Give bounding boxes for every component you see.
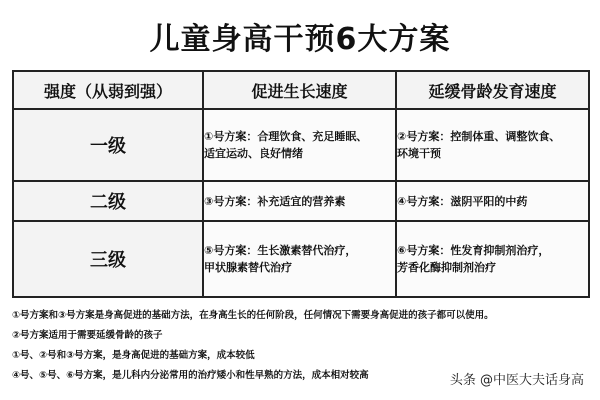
plan-line: ①号方案：合理饮食、充足睡眠、	[204, 130, 368, 143]
plan-line: 环境干预	[397, 147, 441, 160]
note-line: ④号、⑤号、⑥号方案，是儿科内分泌常用的治疗矮小和性早熟的方法，成本相对较高	[12, 370, 369, 381]
growth-plan-cell	[203, 109, 396, 181]
note-line: ①号、②号和③号方案，是身高促进的基础方案，成本较低	[12, 350, 255, 361]
level-cell: 三级	[13, 221, 203, 297]
plan-line: ③号方案：补充适宜的营养素	[204, 194, 346, 208]
table-header-row	[13, 71, 589, 109]
page-title: 儿童身高干预6大方案	[149, 22, 451, 57]
note-line: ②号方案适用于需要延缓骨龄的孩子	[12, 330, 163, 341]
plan-line: ④号方案：滋阴平阳的中药	[397, 194, 528, 208]
plan-line: ⑤号方案：生长激素替代治疗，	[204, 244, 357, 257]
header-growth: 促进生长速度	[203, 71, 396, 109]
intervention-table	[12, 70, 590, 298]
note-line: ①号方案和③号方案是身高促进的基础方法，在身高生长的任何阶段，任何情况下需要身高促进的孩子都可以使用。	[12, 310, 494, 321]
table-row	[13, 109, 589, 181]
plan-line: ②号方案：控制体重、调整饮食、	[397, 130, 561, 143]
header-bone-age: 延缓骨龄发育速度	[396, 71, 589, 109]
plan-line: 甲状腺素替代治疗	[204, 261, 292, 274]
bone-plan-cell	[396, 109, 589, 181]
growth-plan-cell	[203, 221, 396, 297]
table-row	[13, 221, 589, 297]
plan-line: 芳香化酶抑制剂治疗	[397, 261, 496, 274]
table-row	[13, 181, 589, 221]
header-intensity: 强度（从弱到强）	[13, 71, 203, 109]
growth-plan-cell	[203, 181, 396, 221]
level-cell: 一级	[13, 109, 203, 181]
level-cell: 二级	[13, 181, 203, 221]
plan-line: ⑥号方案：性发育抑制剂治疗，	[397, 244, 550, 257]
plan-line: 适宜运动、良好情绪	[204, 147, 303, 160]
watermark: 头条 @中医大夫话身高	[448, 369, 586, 388]
bone-plan-cell	[396, 221, 589, 297]
bone-plan-cell	[396, 181, 589, 221]
